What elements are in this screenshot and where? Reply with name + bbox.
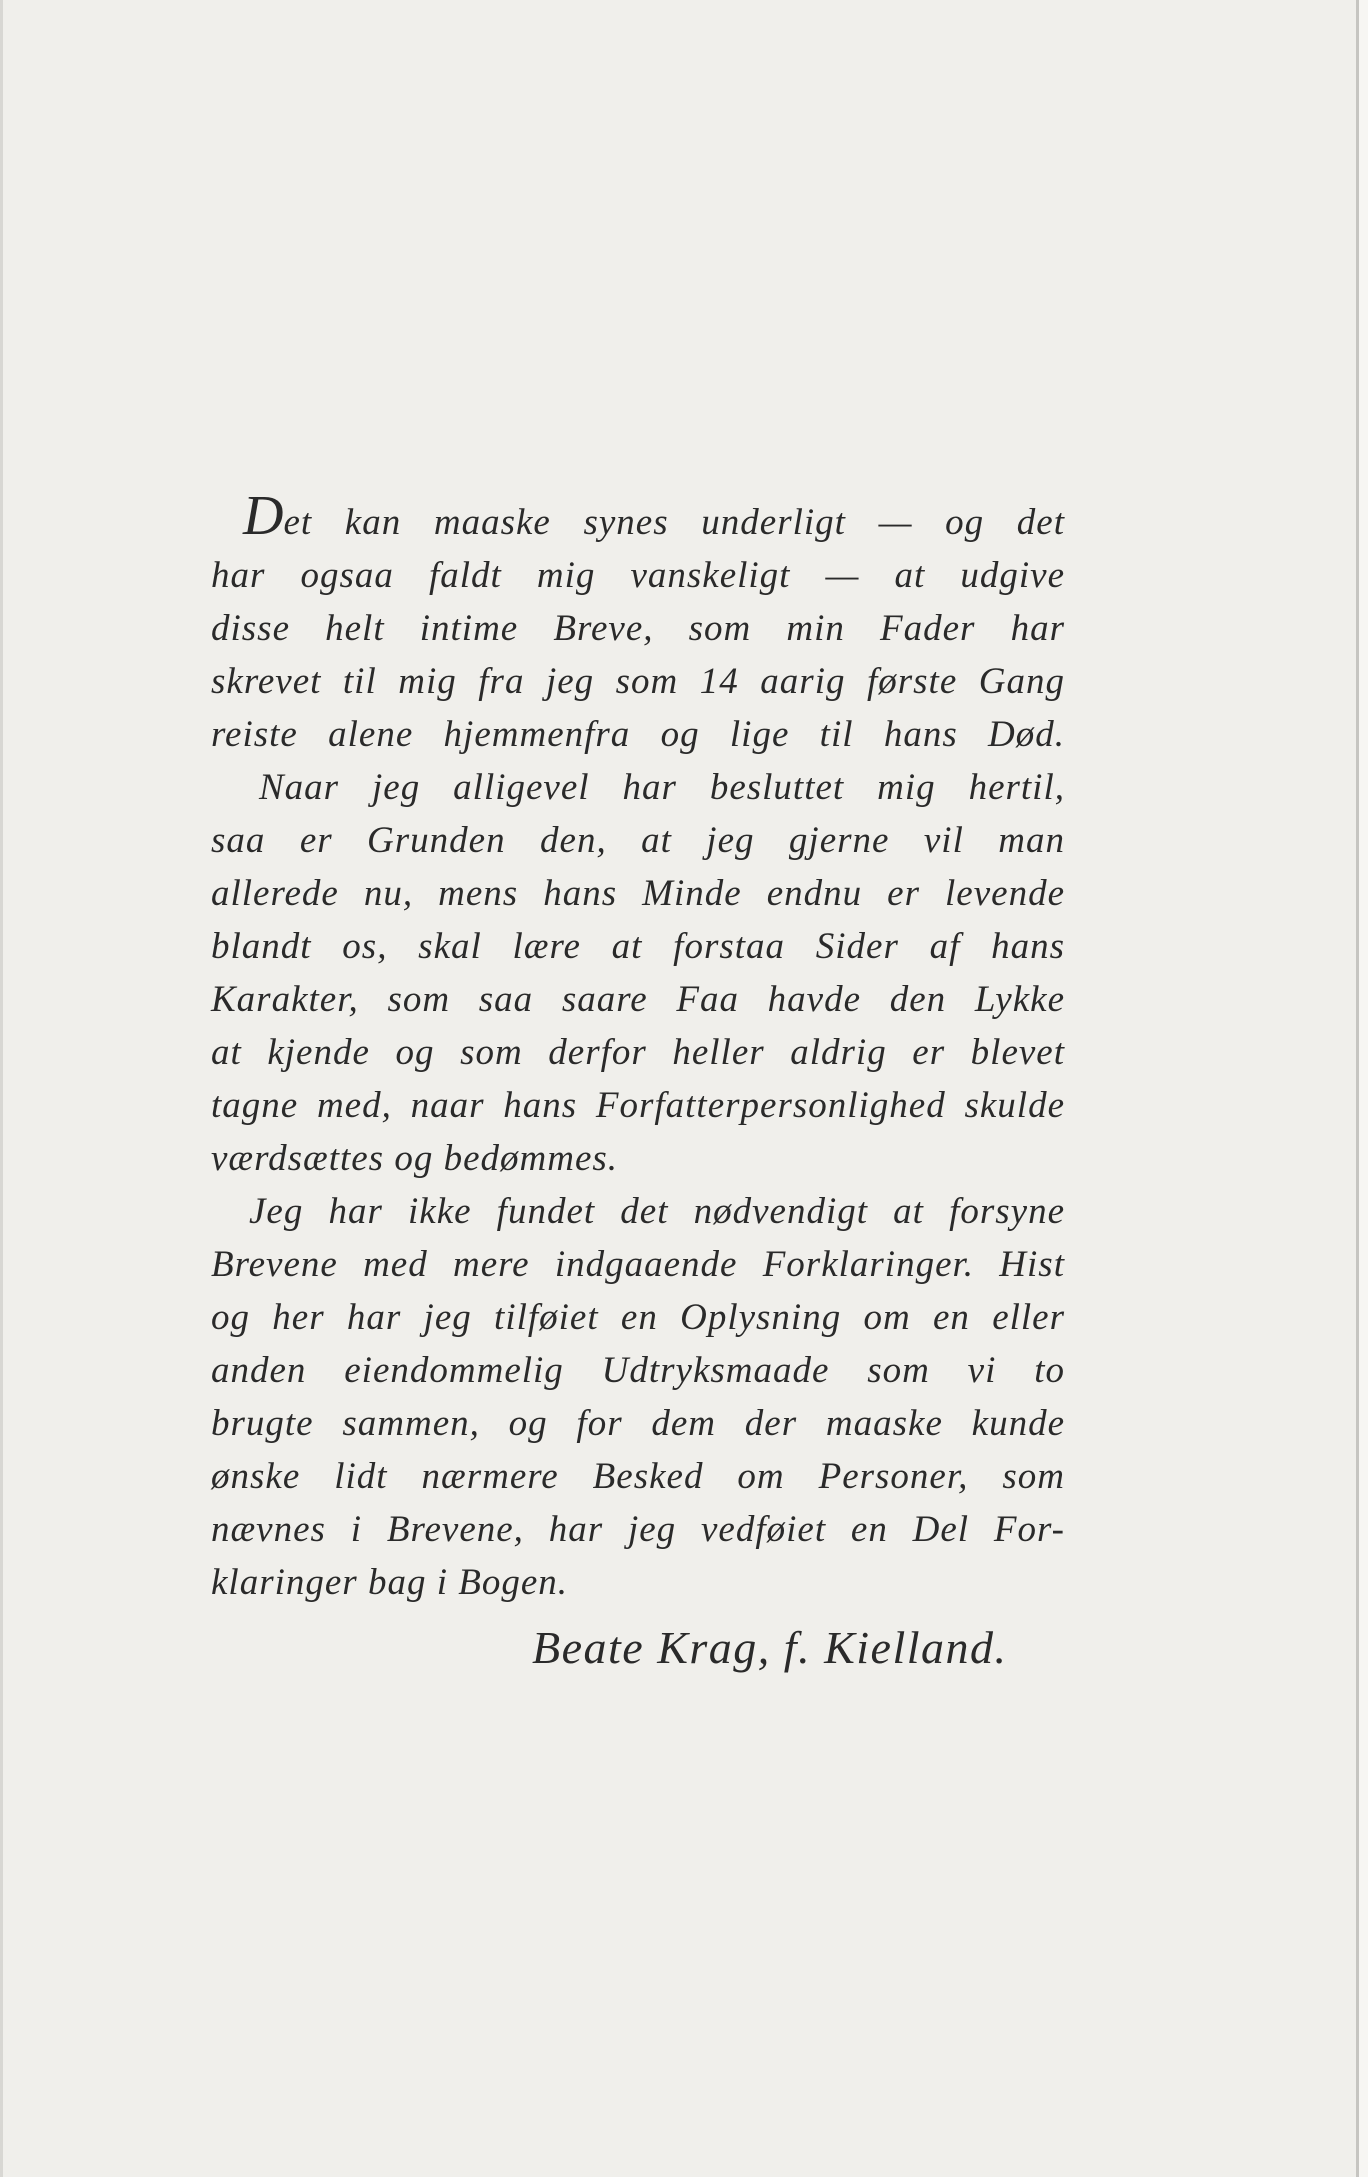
signature: Beate Krag, f. Kielland. bbox=[532, 1622, 1008, 1673]
text-line bbox=[211, 485, 1065, 549]
text-line: Karakter, som saa saare Faa havde den Lykke bbox=[211, 979, 1065, 1020]
text-line: allerede nu, mens hans Minde endnu er levende bbox=[211, 873, 1065, 914]
text-line: ønske lidt nærmere Besked om Personer, som bbox=[211, 1456, 1065, 1497]
text-line: Jeg har ikke fundet det nødvendigt at forsyne bbox=[249, 1191, 1065, 1232]
paragraph bbox=[211, 761, 1065, 1185]
page-edge-left bbox=[0, 0, 3, 2177]
text-line: tagne med, naar hans Forfatterpersonlighed skulde bbox=[211, 1085, 1065, 1126]
text-line: nævnes i Brevene, har jeg vedføiet en Del For- bbox=[211, 1509, 1065, 1550]
text-line: har ogsaa faldt mig vanskeligt — at udgive bbox=[211, 555, 1065, 596]
drop-cap-initial: D bbox=[243, 485, 284, 547]
text-line: Naar jeg alligevel har besluttet mig hertil, bbox=[259, 767, 1065, 808]
text-line: Brevene med mere indgaaende Forklaringer. Hist bbox=[211, 1244, 1065, 1285]
body-text bbox=[211, 485, 1065, 1609]
text-line: klaringer bag i Bogen. bbox=[211, 1562, 569, 1603]
text-line: brugte sammen, og for dem der maaske kunde bbox=[211, 1403, 1065, 1444]
text-line: disse helt intime Breve, som min Fader har bbox=[211, 608, 1065, 649]
text-line: reiste alene hjemmenfra og lige til hans Død. bbox=[211, 714, 1065, 755]
text-line: blandt os, skal lære at forstaa Sider af hans bbox=[211, 926, 1065, 967]
text-line: skrevet til mig fra jeg som 14 aarig første Gang bbox=[211, 661, 1065, 702]
paragraph bbox=[211, 485, 1065, 761]
text-line: anden eiendommelig Udtryksmaade som vi to bbox=[211, 1350, 1065, 1391]
text-line-content: et kan maaske synes underligt — og det bbox=[283, 502, 1065, 543]
paragraph bbox=[211, 1185, 1065, 1609]
scan-margin bbox=[1359, 0, 1368, 2177]
text-line: at kjende og som derfor heller aldrig er blevet bbox=[211, 1032, 1065, 1073]
text-line: værdsættes og bedømmes. bbox=[211, 1138, 619, 1179]
text-line: og her har jeg tilføiet en Oplysning om en eller bbox=[211, 1297, 1065, 1338]
text-line: saa er Grunden den, at jeg gjerne vil man bbox=[211, 820, 1065, 861]
